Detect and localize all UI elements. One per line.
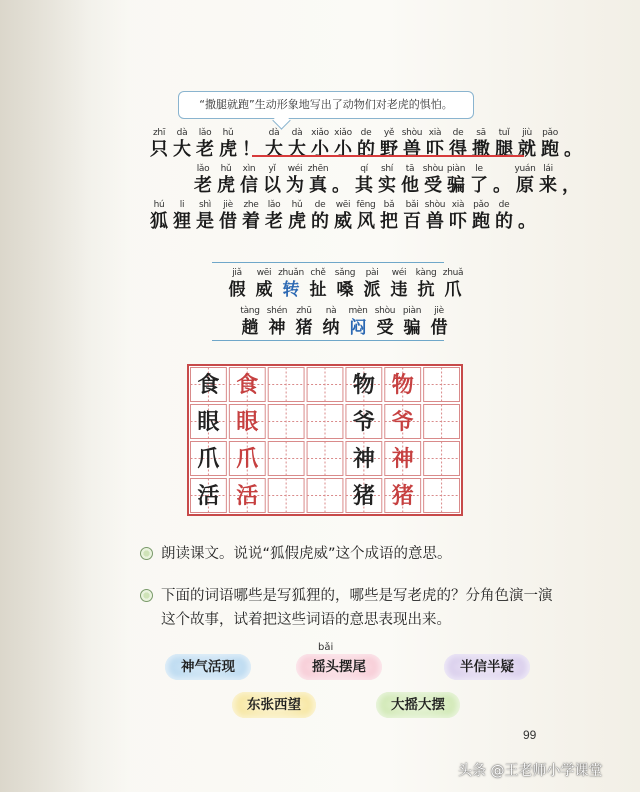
- bai-pinyin: bǎi: [318, 642, 334, 653]
- hanzi: 威: [255, 280, 273, 300]
- hanzi: 爪: [444, 280, 462, 300]
- pinyin: le: [475, 164, 483, 174]
- ruby-char: [514, 164, 536, 197]
- ruby-char: [401, 200, 423, 233]
- ruby-char: [307, 164, 329, 197]
- task-1-text: 朗读课文。说说“狐假虎威”这个成语的意思。: [161, 546, 452, 562]
- grid-character: 物: [352, 371, 375, 398]
- ruby-char: [240, 200, 262, 233]
- task-2-text: 下面的词语哪些是写狐狸的，哪些是写老虎的？分角色演一演这个故事，试着把这些词语的意思表现出来。: [161, 588, 553, 628]
- pinyin: kàng: [415, 268, 437, 278]
- ruby-char: [372, 306, 398, 339]
- ruby-char: [318, 306, 344, 339]
- watermark: 头条 @王老师小学课堂: [458, 763, 603, 779]
- grid-character: 眼: [236, 408, 259, 435]
- ruby-char: [194, 128, 216, 161]
- ruby-char: [445, 164, 467, 197]
- phrase-cloud-2: 摇头摆尾: [296, 654, 382, 680]
- pinyin: nà: [325, 306, 337, 316]
- grid-character: 物: [391, 371, 414, 398]
- pinyin: shí: [381, 164, 393, 174]
- ruby-char: [284, 164, 306, 197]
- hanzi: 百: [403, 211, 421, 232]
- ruby-char: [376, 164, 398, 197]
- task-1: [140, 542, 452, 566]
- hanzi: 兽: [426, 211, 444, 232]
- pinyin: lǎo: [196, 164, 210, 174]
- hanzi: 为: [286, 175, 304, 196]
- pinyin: yǐ: [268, 164, 276, 174]
- ruby-char: [332, 268, 358, 301]
- ruby-char: [291, 306, 317, 339]
- ruby-char: [413, 268, 439, 301]
- grid-character: 爪: [197, 445, 220, 472]
- hanzi: 来: [539, 175, 557, 196]
- phrase-cloud-3: 半信半疑: [444, 654, 530, 680]
- hanzi: 借: [219, 211, 237, 232]
- pinyin: zhēn: [307, 164, 329, 174]
- phrase-cloud-4: 东张西望: [232, 692, 316, 718]
- ruby-char: [217, 128, 239, 161]
- pinyin: de: [452, 128, 464, 138]
- hanzi: 受: [424, 175, 442, 196]
- pinyin: yuán: [514, 164, 536, 174]
- pinyin: fēng: [356, 200, 376, 210]
- pinyin: chě: [310, 268, 326, 278]
- pinyin: shén: [266, 306, 288, 316]
- ruby-char: [237, 306, 263, 339]
- ruby-char: [192, 164, 214, 197]
- hanzi: 是: [196, 211, 214, 232]
- pinyin: zhī: [152, 128, 166, 138]
- pinyin: sǎng: [334, 268, 356, 278]
- pinyin: sā: [476, 128, 486, 138]
- hanzi: 扯: [309, 280, 327, 300]
- hanzi: 。: [332, 175, 350, 196]
- hanzi: 真: [309, 175, 327, 196]
- pinyin: jiè: [223, 200, 233, 210]
- pinyin: li: [179, 200, 185, 210]
- ruby-char: [278, 268, 304, 301]
- pinyin: jiù: [522, 128, 532, 138]
- ruby-char: [215, 164, 237, 197]
- ruby-char: [353, 164, 375, 197]
- pinyin: bǎi: [405, 200, 419, 210]
- writing-grid: [187, 364, 463, 516]
- hanzi: 虎: [288, 211, 306, 232]
- hanzi: 实: [378, 175, 396, 196]
- ruby-char: [493, 200, 515, 233]
- ruby-char: [399, 306, 425, 339]
- pinyin: wéi: [391, 268, 407, 278]
- hanzi: 闷: [349, 318, 367, 338]
- ruby-char: [539, 128, 561, 161]
- hanzi: 大: [265, 139, 283, 160]
- ruby-char: [422, 164, 444, 197]
- vocab-bottom-rule: [212, 340, 444, 341]
- pinyin: de: [360, 128, 372, 138]
- hanzi: 狐: [150, 211, 168, 232]
- hanzi: 老: [194, 175, 212, 196]
- pinyin: jiè: [434, 306, 444, 316]
- hanzi: 腿: [495, 139, 513, 160]
- hanzi: 神: [268, 318, 286, 338]
- hanzi: 违: [390, 280, 408, 300]
- ruby-char: [426, 306, 452, 339]
- grid-character: 猪: [352, 482, 375, 509]
- phrase-cloud-1: 神气活现: [165, 654, 251, 680]
- pinyin: tàng: [240, 306, 260, 316]
- pinyin: tā: [405, 164, 415, 174]
- pinyin: pǎo: [473, 200, 489, 210]
- ruby-char: [263, 200, 285, 233]
- ruby-char: [378, 200, 400, 233]
- pinyin: wēi: [335, 200, 351, 210]
- hanzi: 就: [518, 139, 536, 160]
- vocab-row-1: [224, 268, 467, 301]
- hanzi: 跑: [472, 211, 490, 232]
- ruby-char: [562, 128, 584, 161]
- hanzi: 撒: [472, 139, 490, 160]
- hanzi: 转: [282, 280, 300, 300]
- hanzi: 老: [265, 211, 283, 232]
- task-bullet-icon: [140, 547, 153, 560]
- ruby-char: [194, 200, 216, 233]
- pinyin: zhū: [296, 306, 312, 316]
- hanzi: 野: [380, 139, 398, 160]
- hanzi: 老: [196, 139, 214, 160]
- hanzi: ，: [562, 175, 580, 196]
- task-bullet-icon: [140, 589, 153, 602]
- ruby-char: [491, 164, 513, 197]
- pinyin: shòu: [422, 164, 444, 174]
- hanzi: 虎: [217, 175, 235, 196]
- page-number: 99: [523, 728, 537, 742]
- hanzi: 派: [363, 280, 381, 300]
- pinyin: lái: [543, 164, 553, 174]
- pinyin: hǔ: [222, 128, 234, 138]
- hanzi: 嗓: [336, 280, 354, 300]
- grid-character: 眼: [197, 408, 220, 435]
- hanzi: 。: [518, 211, 536, 232]
- grid-character: 食: [236, 371, 259, 398]
- pinyin: xià: [428, 128, 442, 138]
- hanzi: 得: [449, 139, 467, 160]
- ruby-char: [217, 200, 239, 233]
- pinyin: zhuǎ: [442, 268, 464, 278]
- ruby-char: [148, 200, 170, 233]
- grid-character: 神: [352, 445, 375, 472]
- hanzi: 。: [564, 139, 582, 160]
- hanzi: 大: [173, 139, 191, 160]
- pinyin: bǎ: [383, 200, 395, 210]
- pinyin: pài: [365, 268, 379, 278]
- hanzi: 趟: [241, 318, 259, 338]
- ruby-char: [286, 200, 308, 233]
- pinyin: hǔ: [220, 164, 232, 174]
- passage-line-3: [148, 200, 539, 233]
- ruby-char: [447, 200, 469, 233]
- task-2: [140, 584, 561, 632]
- grid-character: 活: [236, 482, 259, 509]
- ruby-char: [264, 306, 290, 339]
- hanzi: 吓: [426, 139, 444, 160]
- hanzi: 受: [376, 318, 394, 338]
- red-underline: [252, 155, 524, 157]
- pinyin: zhuǎn: [278, 268, 304, 278]
- grid-character: 爷: [391, 408, 414, 435]
- hanzi: 假: [228, 280, 246, 300]
- hanzi: 小: [334, 139, 352, 160]
- pinyin: dà: [268, 128, 280, 138]
- pinyin: de: [498, 200, 510, 210]
- ruby-char: [251, 268, 277, 301]
- pinyin: piàn: [402, 306, 422, 316]
- grid-character: 猪: [391, 482, 414, 509]
- ruby-char: [345, 306, 371, 339]
- ruby-char: [305, 268, 331, 301]
- ruby-char: [470, 200, 492, 233]
- pinyin: de: [314, 200, 326, 210]
- pinyin: hú: [153, 200, 165, 210]
- hanzi: 纳: [322, 318, 340, 338]
- hanzi: 以: [263, 175, 281, 196]
- grid-character: 食: [197, 371, 220, 398]
- ruby-char: [148, 128, 170, 161]
- hanzi: 只: [150, 139, 168, 160]
- ruby-char: [309, 200, 331, 233]
- hanzi: 小: [311, 139, 329, 160]
- pinyin: piàn: [446, 164, 466, 174]
- hanzi: 借: [430, 318, 448, 338]
- pinyin: pǎo: [542, 128, 558, 138]
- hanzi: 抗: [417, 280, 435, 300]
- pinyin: xìn: [242, 164, 256, 174]
- pinyin: lǎo: [198, 128, 212, 138]
- annotation-callout: [178, 91, 474, 119]
- pinyin: hǔ: [291, 200, 303, 210]
- hanzi: 骗: [447, 175, 465, 196]
- ruby-char: [440, 268, 466, 301]
- hanzi: 虎: [219, 139, 237, 160]
- hanzi: 威: [334, 211, 352, 232]
- pinyin: xià: [451, 200, 465, 210]
- ruby-char: [560, 164, 582, 197]
- page-edge-shadow: [0, 0, 130, 792]
- ruby-char: [224, 268, 250, 301]
- phrase-cloud-5: 大摇大摆: [376, 692, 460, 718]
- hanzi: 大: [288, 139, 306, 160]
- pinyin: tuǐ: [498, 128, 510, 138]
- passage-line-2: [192, 164, 583, 197]
- grid-character: 爪: [236, 445, 259, 472]
- vocab-top-rule: [212, 262, 444, 263]
- callout-tail: [272, 111, 290, 129]
- hanzi: 着: [242, 211, 260, 232]
- hanzi: 的: [311, 211, 329, 232]
- pinyin: yě: [383, 128, 395, 138]
- hanzi: 原: [516, 175, 534, 196]
- hanzi: 其: [355, 175, 373, 196]
- hanzi: ！: [242, 139, 260, 160]
- pinyin: wéi: [287, 164, 303, 174]
- ruby-char: [261, 164, 283, 197]
- pinyin: shòu: [374, 306, 396, 316]
- ruby-char: [355, 200, 377, 233]
- vocab-row-2: [237, 306, 453, 339]
- hanzi: 猪: [295, 318, 313, 338]
- ruby-char: [424, 200, 446, 233]
- hanzi: 的: [357, 139, 375, 160]
- grid-character: 爷: [352, 408, 375, 435]
- ruby-char: [468, 164, 490, 197]
- hanzi: 他: [401, 175, 419, 196]
- hanzi: 把: [380, 211, 398, 232]
- pinyin: shòu: [401, 128, 423, 138]
- ruby-char: [171, 128, 193, 161]
- ruby-char: [332, 200, 354, 233]
- hanzi: 信: [240, 175, 258, 196]
- ruby-char: [386, 268, 412, 301]
- pinyin: shì: [199, 200, 211, 210]
- pinyin: xiǎo: [334, 128, 352, 138]
- pinyin: dà: [176, 128, 188, 138]
- hanzi: 兽: [403, 139, 421, 160]
- hanzi: 的: [495, 211, 513, 232]
- pinyin: shòu: [424, 200, 446, 210]
- grid-character: 活: [197, 482, 220, 509]
- pinyin: jiǎ: [232, 268, 242, 278]
- ruby-char: [516, 200, 538, 233]
- pinyin: dà: [291, 128, 303, 138]
- hanzi: 跑: [541, 139, 559, 160]
- hanzi: 。: [493, 175, 511, 196]
- ruby-char: [537, 164, 559, 197]
- pinyin: xiǎo: [311, 128, 329, 138]
- pinyin: mèn: [348, 306, 368, 316]
- ruby-char: [399, 164, 421, 197]
- ruby-char: [171, 200, 193, 233]
- ruby-char: [330, 164, 352, 197]
- hanzi: 狸: [173, 211, 191, 232]
- pinyin: qí: [360, 164, 368, 174]
- hanzi: 了: [470, 175, 488, 196]
- hanzi: 骗: [403, 318, 421, 338]
- ruby-char: [238, 164, 260, 197]
- hanzi: 风: [357, 211, 375, 232]
- callout-text: “撒腿就跑”生动形象地写出了动物们对老虎的惧怕。: [199, 98, 453, 111]
- hanzi: 吓: [449, 211, 467, 232]
- ruby-char: [359, 268, 385, 301]
- pinyin: lǎo: [267, 200, 281, 210]
- pinyin: wēi: [256, 268, 272, 278]
- pinyin: zhe: [243, 200, 259, 210]
- grid-character: 神: [391, 445, 414, 472]
